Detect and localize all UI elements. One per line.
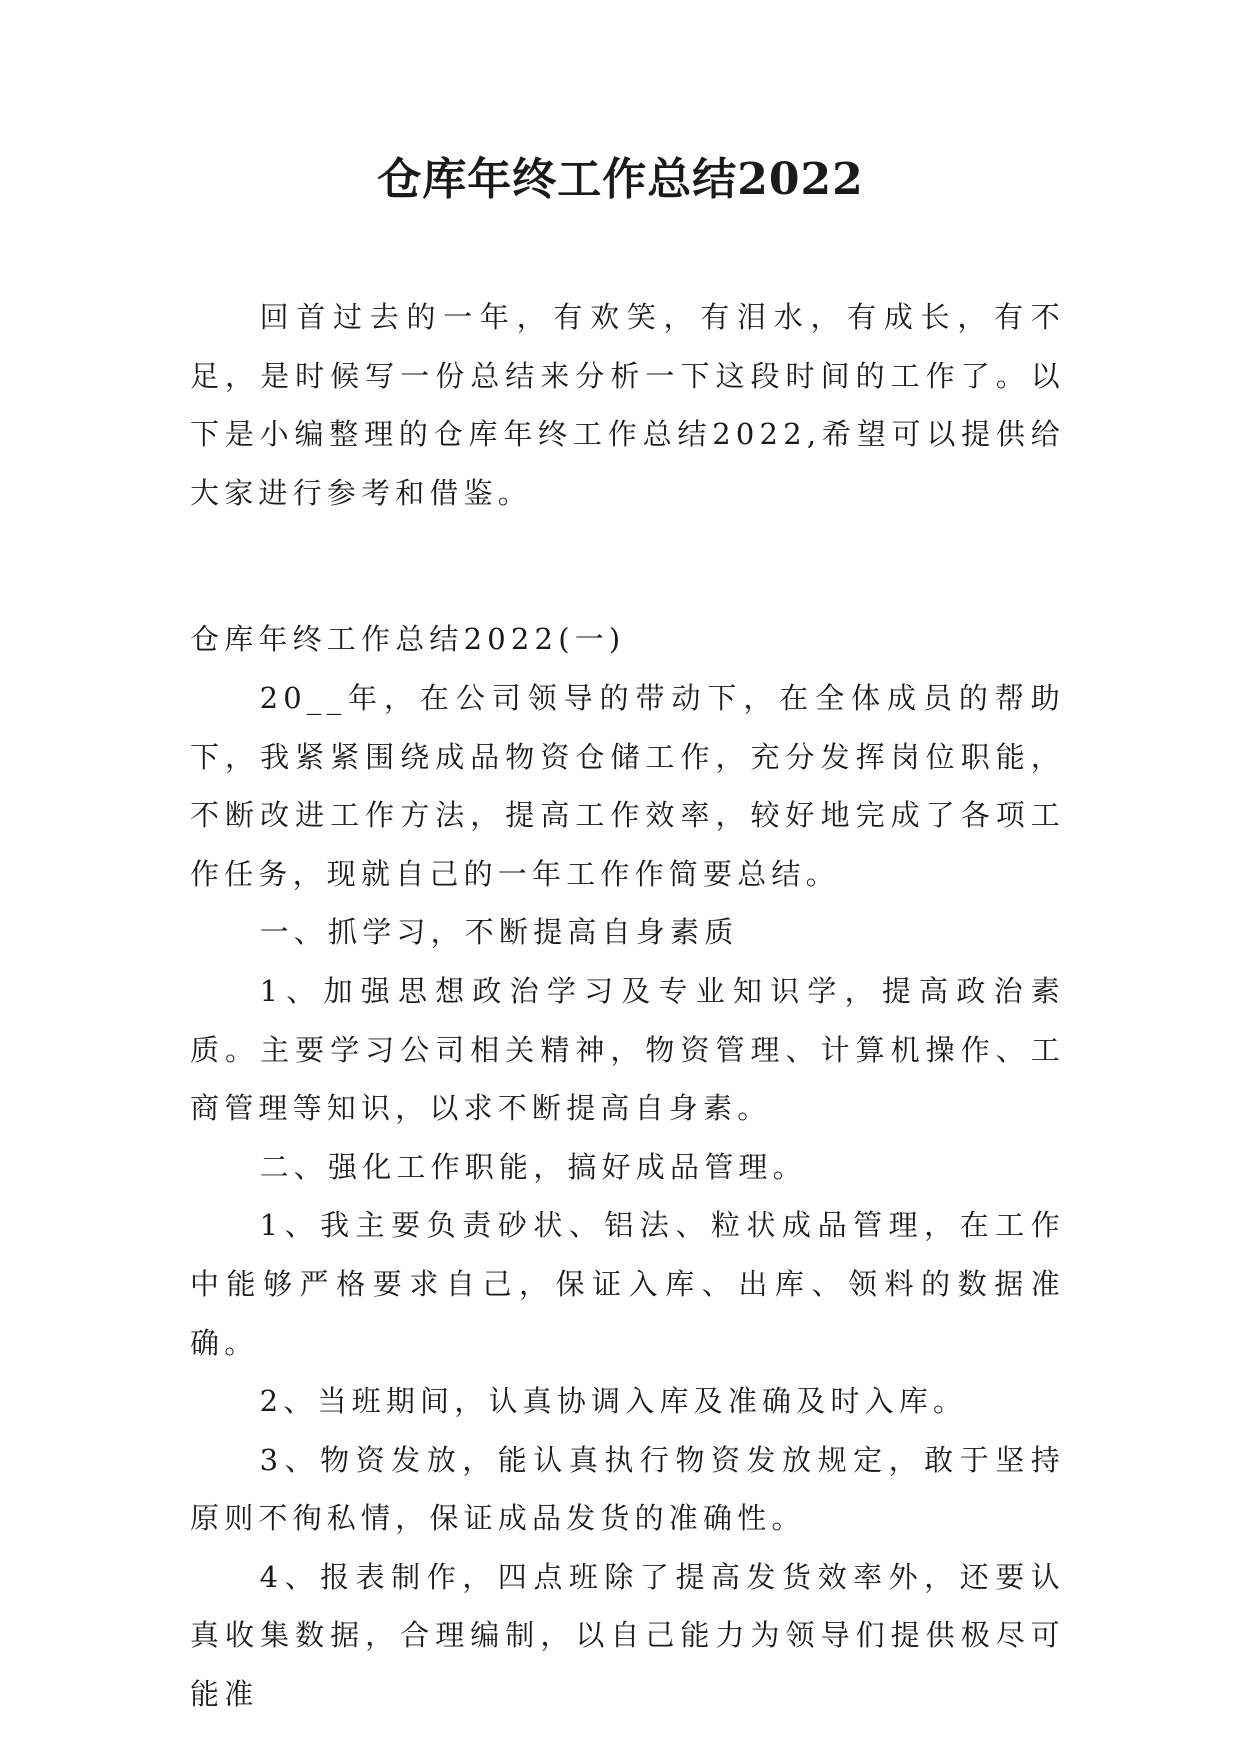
document-body bbox=[190, 288, 1065, 1724]
body-paragraph: 2、当班期间，认真协调入库及准确及时入库。 bbox=[259, 1384, 968, 1419]
body-paragraph: 1、加强思想政治学习及专业知识学，提高政治素质。主要学习公司相关精神，物资管理、计算机操作、工商管理等知识，以求不断提高自身素。 bbox=[190, 973, 1065, 1126]
document-title: 仓库年终工作总结2022 bbox=[377, 154, 864, 205]
subheading-management: 二、强化工作职能，搞好成品管理。 bbox=[259, 1149, 807, 1184]
subheading-study: 一、抓学习，不断提高自身素质 bbox=[259, 915, 739, 950]
body-paragraph: 3、物资发放，能认真执行物资发放规定，敢于坚持原则不徇私情，保证成品发货的准确性。 bbox=[190, 1442, 1065, 1536]
intro-paragraph: 回首过去的一年，有欢笑，有泪水，有成长，有不足，是时候写一份总结来分析一下这段时间的工作了。以下是小编整理的仓库年终工作总结2022,希望可以提供给大家进行参考和借鉴。 bbox=[190, 300, 1065, 510]
body-paragraph: 4、报表制作，四点班除了提高发货效率外，还要认真收集数据，合理编制，以自己能力为领导们提供极尽可能准 bbox=[190, 1559, 1065, 1712]
body-paragraph: 1、我主要负责砂状、铝法、粒状成品管理，在工作中能够严格要求自己，保证入库、出库、领料的数据准确。 bbox=[190, 1208, 1065, 1360]
section-heading: 仓库年终工作总结2022(一) bbox=[190, 622, 626, 657]
body-paragraph: 20__年，在公司领导的带动下，在全体成员的帮助下，我紧紧围绕成品物资仓储工作，充分发挥岗位职能，不断改进工作方法，提高工作效率，较好地完成了各项工作任务，现就自己的一年工作作简要总结。 bbox=[190, 680, 1065, 891]
section-spacer bbox=[190, 522, 1065, 610]
